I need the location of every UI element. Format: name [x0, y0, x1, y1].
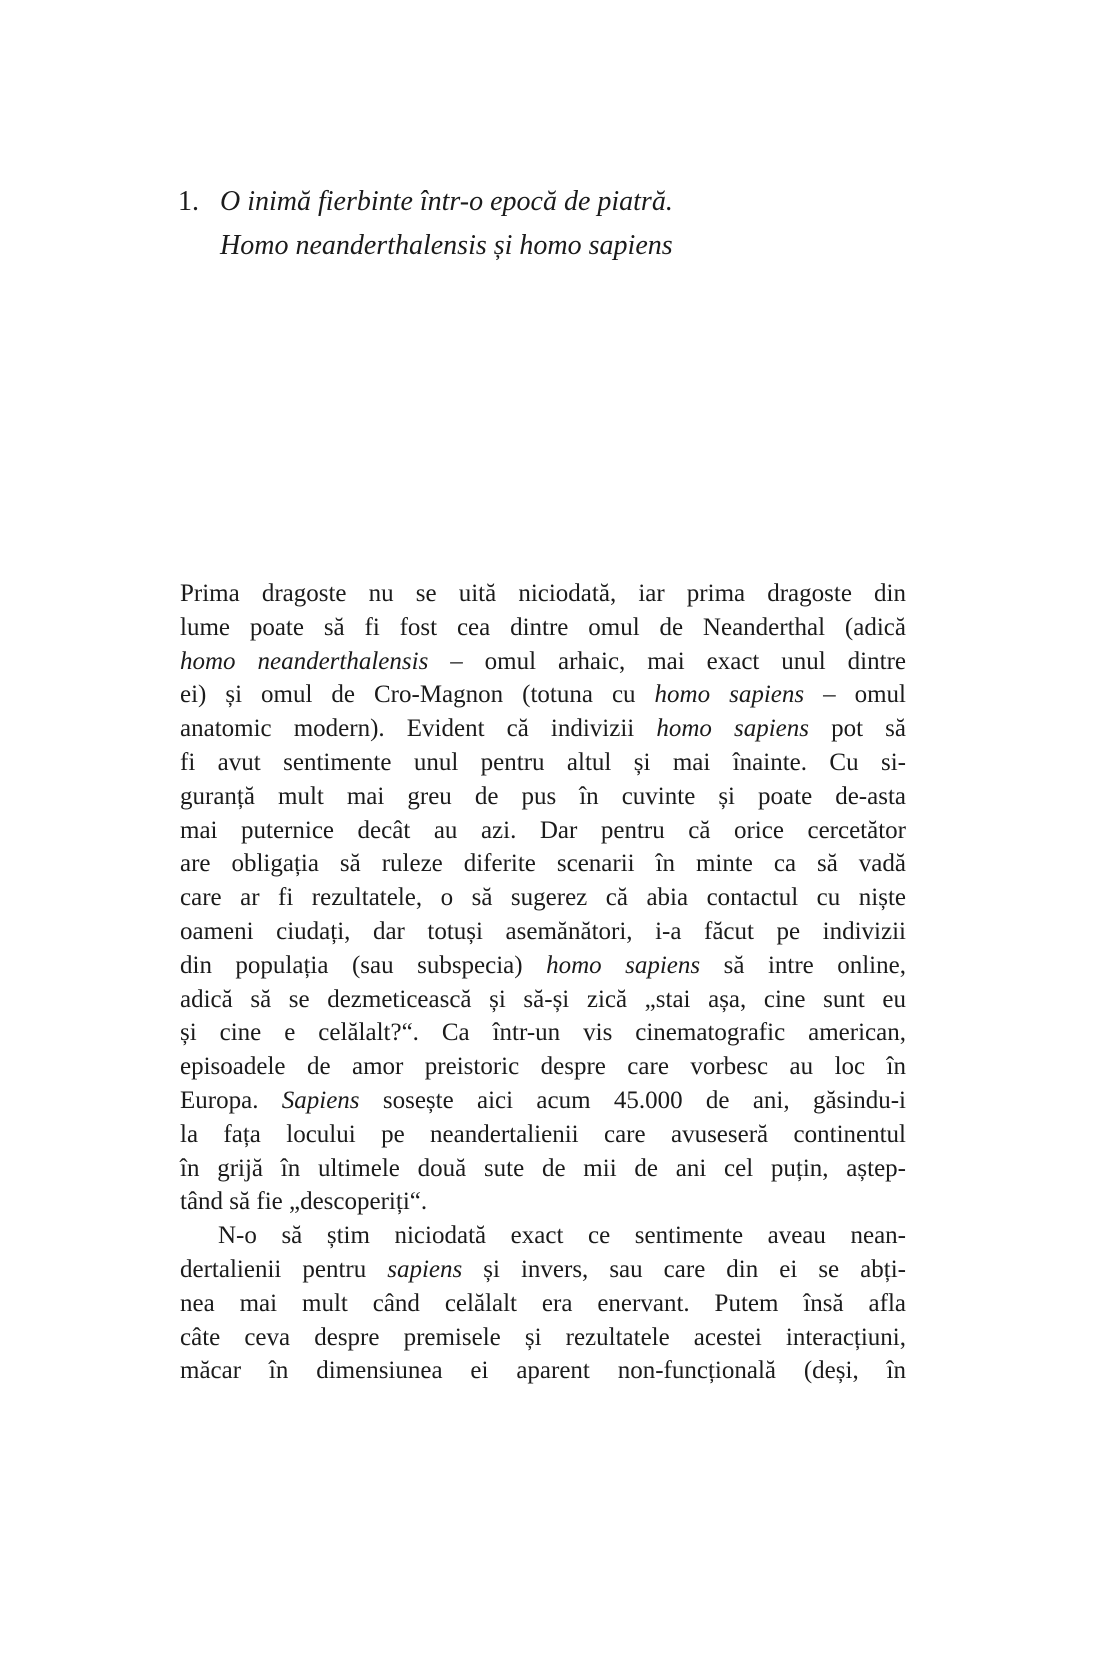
text-span: fi avut sentimente unul pentru altul și mai înainte. Cu si- — [180, 748, 906, 776]
text-span: pot să — [809, 715, 906, 743]
text-span: la fața locului pe neandertalienii care avuseseră continentul — [180, 1120, 906, 1148]
text-line — [180, 1016, 906, 1050]
text-span: are obligația să ruleze diferite scenarii în minte ca să vadă — [180, 850, 906, 878]
text-span: sosește aici acum 45.000 de ani, găsindu-i — [359, 1086, 906, 1114]
text-span: anatomic modern). Evident că indivizii — [180, 715, 657, 743]
text-line — [180, 1219, 906, 1253]
text-line — [180, 678, 906, 712]
text-line — [180, 577, 906, 611]
text-line — [180, 712, 906, 746]
text-span: ei) și omul de Cro-Magnon (totuna cu — [180, 681, 655, 709]
text-span: și invers, sau care din ei se abți- — [462, 1255, 906, 1283]
text-span: Europa. — [180, 1086, 282, 1114]
text-line — [180, 1152, 906, 1186]
text-line — [180, 983, 906, 1017]
text-span: – omul arhaic, mai exact unul dintre — [428, 647, 906, 675]
text-line — [180, 780, 906, 814]
text-span: care ar fi rezultatele, o să sugerez că abia contactul cu niște — [180, 884, 906, 912]
chapter-number: 1. — [178, 186, 199, 217]
text-span: lume poate să fi fost cea dintre omul de Neanderthal (adică — [180, 613, 906, 641]
text-line — [180, 1321, 906, 1355]
italic-text-span: homo sapiens — [656, 715, 809, 743]
italic-text-span: Sapiens — [281, 1086, 360, 1114]
text-span: și cine e celălalt?“. Ca într-un vis cinematografic american, — [180, 1019, 906, 1047]
text-span: adică să se dezmeticească și să-și zică „stai așa, cine sunt eu — [180, 985, 906, 1013]
italic-text-span: homo sapiens — [654, 681, 805, 709]
text-line — [180, 1084, 906, 1118]
text-line — [180, 814, 906, 848]
text-span: câte ceva despre premisele și rezultatele acestei interacțiuni, — [180, 1323, 906, 1351]
text-line — [180, 1118, 906, 1152]
chapter-heading — [178, 180, 673, 268]
italic-text-span: homo sapiens — [546, 951, 701, 979]
text-line — [180, 1287, 906, 1321]
text-span: să intre online, — [700, 951, 906, 979]
text-line — [180, 949, 906, 983]
chapter-title-line: O inimă fierbinte într-o epocă de piatră. — [220, 186, 673, 217]
text-span: tând să fie „descoperiți“. — [180, 1188, 428, 1216]
text-line — [180, 1050, 906, 1084]
text-span: mai puternice decât au azi. Dar pentru că orice cercetător — [180, 816, 906, 844]
text-span: măcar în dimensiunea ei aparent non-funcțională (deși, în — [180, 1357, 906, 1385]
text-line — [180, 881, 906, 915]
text-line — [180, 1354, 906, 1388]
text-line — [180, 611, 906, 645]
text-line — [180, 645, 906, 679]
chapter-title — [220, 180, 673, 268]
text-span: N-o să știm niciodată exact ce sentimente aveau nean- — [218, 1222, 906, 1250]
text-span: episoadele de amor preistoric despre care vorbesc au loc în — [180, 1053, 906, 1081]
text-line — [180, 915, 906, 949]
text-line — [180, 746, 906, 780]
text-span: dertalienii pentru — [180, 1255, 388, 1283]
text-span: din populația (sau subspecia) — [180, 951, 547, 979]
text-span: în grijă în ultimele două sute de mii de ani cel puțin, aștep- — [180, 1154, 906, 1182]
text-line — [180, 1185, 906, 1219]
text-line — [180, 847, 906, 881]
text-span: – omul — [804, 681, 906, 709]
text-line — [180, 1253, 906, 1287]
text-span: nea mai mult când celălalt era enervant. Putem însă afla — [180, 1289, 906, 1317]
chapter-title-line: Homo neanderthalensis și homo sapiens — [220, 230, 673, 261]
body-text — [180, 577, 906, 1388]
italic-text-span: sapiens — [387, 1255, 463, 1283]
text-span: guranță mult mai greu de pus în cuvinte și poate de-asta — [180, 782, 906, 810]
italic-text-span: homo neanderthalensis — [180, 647, 429, 675]
text-span: oameni ciudați, dar totuși asemănători, i-a făcut pe indivizii — [180, 917, 906, 945]
text-span: Prima dragoste nu se uită niciodată, iar prima dragoste din — [180, 580, 906, 607]
